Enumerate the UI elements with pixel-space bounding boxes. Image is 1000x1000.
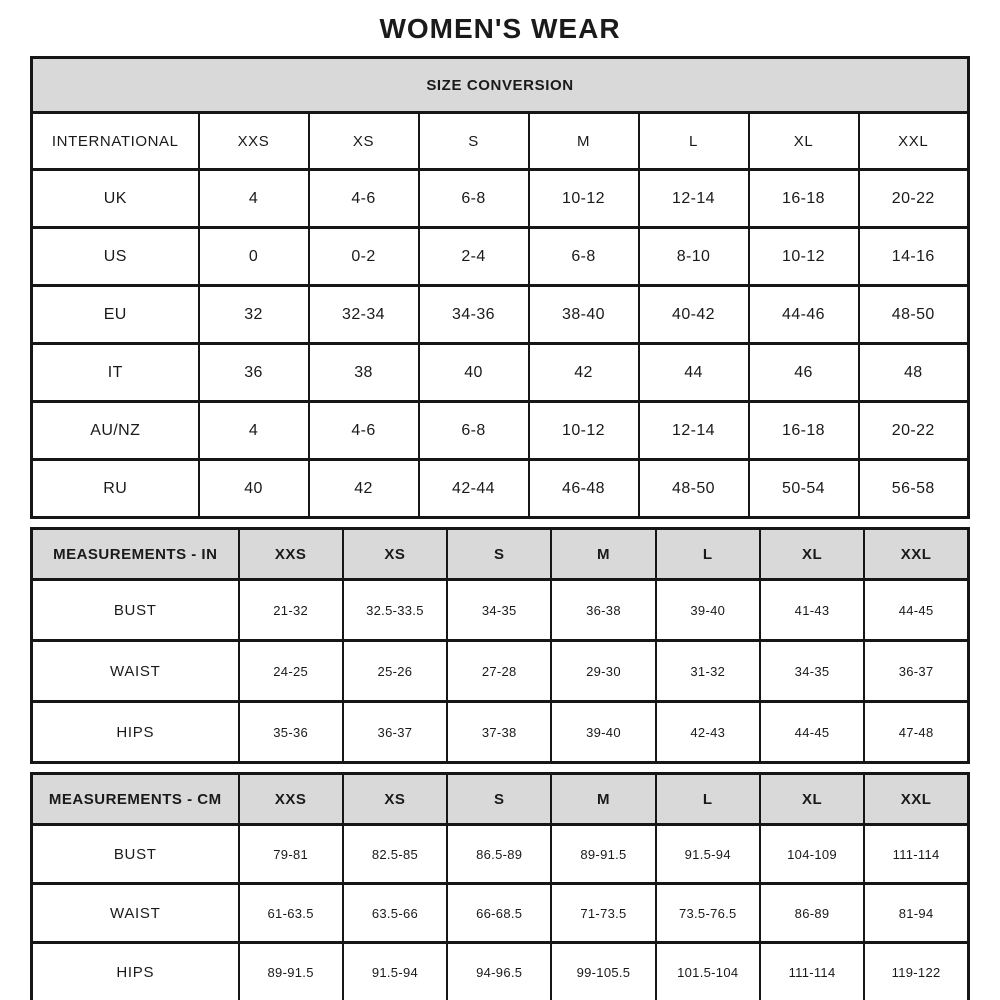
size-value: 4-6 <box>309 402 419 460</box>
measurement-value: 89-91.5 <box>239 943 343 1000</box>
size-value: 6-8 <box>529 228 639 286</box>
measurement-value: 66-68.5 <box>447 884 551 943</box>
table-gap <box>0 519 1000 527</box>
measurement-value: 86-89 <box>760 884 864 943</box>
size-value: 42-44 <box>419 460 529 518</box>
measurement-value: 35-36 <box>239 702 343 763</box>
row-header-international: INTERNATIONAL <box>32 113 199 170</box>
measurement-value: 29-30 <box>551 641 655 702</box>
measurement-value: 91.5-94 <box>343 943 447 1000</box>
measurements-in-title: MEASUREMENTS - IN <box>32 529 239 580</box>
size-value: 0-2 <box>309 228 419 286</box>
size-value: 10-12 <box>749 228 859 286</box>
table-row <box>32 402 969 460</box>
measurement-value: 39-40 <box>551 702 655 763</box>
size-value: 44-46 <box>749 286 859 344</box>
table-row <box>32 943 969 1000</box>
measurement-value: 86.5-89 <box>447 825 551 884</box>
measurement-value: 25-26 <box>343 641 447 702</box>
size-value: 40-42 <box>639 286 749 344</box>
measurement-value: 79-81 <box>239 825 343 884</box>
row-label: HIPS <box>32 702 239 763</box>
measurements-in-table <box>30 527 970 764</box>
column-header-s: S <box>419 113 529 170</box>
measurement-value: 47-48 <box>864 702 968 763</box>
column-header-xs: XS <box>343 774 447 825</box>
size-value: 42 <box>529 344 639 402</box>
table-row <box>32 641 969 702</box>
measurement-value: 24-25 <box>239 641 343 702</box>
size-value: 0 <box>199 228 309 286</box>
size-value: 38-40 <box>529 286 639 344</box>
size-value: 40 <box>419 344 529 402</box>
size-value: 20-22 <box>859 170 969 228</box>
measurement-value: 81-94 <box>864 884 968 943</box>
measurement-value: 34-35 <box>447 580 551 641</box>
measurement-value: 99-105.5 <box>551 943 655 1000</box>
measurements-cm-title: MEASUREMENTS - CM <box>32 774 239 825</box>
measurement-value: 44-45 <box>864 580 968 641</box>
column-header-xl: XL <box>760 774 864 825</box>
measurement-value: 41-43 <box>760 580 864 641</box>
measurement-value: 119-122 <box>864 943 968 1000</box>
measurement-value: 36-38 <box>551 580 655 641</box>
column-header-l: L <box>656 774 760 825</box>
row-label: HIPS <box>32 943 239 1000</box>
measurement-value: 34-35 <box>760 641 864 702</box>
size-conversion-title: SIZE CONVERSION <box>32 58 969 113</box>
measurement-value: 91.5-94 <box>656 825 760 884</box>
measurement-value: 71-73.5 <box>551 884 655 943</box>
size-value: 12-14 <box>639 170 749 228</box>
column-header-l: L <box>656 529 760 580</box>
measurements-in-header-row <box>32 529 969 580</box>
column-header-xs: XS <box>343 529 447 580</box>
row-label: EU <box>32 286 199 344</box>
table-row <box>32 825 969 884</box>
table-row <box>32 286 969 344</box>
table-row <box>32 228 969 286</box>
size-value: 48 <box>859 344 969 402</box>
size-value: 10-12 <box>529 170 639 228</box>
column-header-m: M <box>529 113 639 170</box>
size-value: 4 <box>199 170 309 228</box>
size-conversion-table <box>30 56 970 519</box>
column-header-xxs: XXS <box>199 113 309 170</box>
size-value: 12-14 <box>639 402 749 460</box>
size-value: 44 <box>639 344 749 402</box>
table-row <box>32 170 969 228</box>
column-header-s: S <box>447 529 551 580</box>
size-value: 6-8 <box>419 402 529 460</box>
size-value: 56-58 <box>859 460 969 518</box>
table-row <box>32 702 969 763</box>
size-value: 38 <box>309 344 419 402</box>
size-conversion-columns-row <box>32 113 969 170</box>
measurement-value: 82.5-85 <box>343 825 447 884</box>
row-label: RU <box>32 460 199 518</box>
table-row <box>32 580 969 641</box>
column-header-xl: XL <box>749 113 859 170</box>
column-header-xxl: XXL <box>859 113 969 170</box>
size-value: 20-22 <box>859 402 969 460</box>
measurement-value: 39-40 <box>656 580 760 641</box>
measurement-value: 32.5-33.5 <box>343 580 447 641</box>
measurement-value: 111-114 <box>760 943 864 1000</box>
table-row <box>32 344 969 402</box>
measurement-value: 104-109 <box>760 825 864 884</box>
column-header-m: M <box>551 529 655 580</box>
measurement-value: 36-37 <box>864 641 968 702</box>
size-value: 50-54 <box>749 460 859 518</box>
row-label: WAIST <box>32 884 239 943</box>
size-value: 42 <box>309 460 419 518</box>
size-value: 46 <box>749 344 859 402</box>
row-label: BUST <box>32 580 239 641</box>
measurement-value: 36-37 <box>343 702 447 763</box>
row-label: IT <box>32 344 199 402</box>
row-label: UK <box>32 170 199 228</box>
size-value: 16-18 <box>749 170 859 228</box>
measurement-value: 73.5-76.5 <box>656 884 760 943</box>
row-label: AU/NZ <box>32 402 199 460</box>
size-value: 6-8 <box>419 170 529 228</box>
column-header-xl: XL <box>760 529 864 580</box>
measurement-value: 63.5-66 <box>343 884 447 943</box>
measurement-value: 89-91.5 <box>551 825 655 884</box>
size-value: 32-34 <box>309 286 419 344</box>
measurement-value: 27-28 <box>447 641 551 702</box>
size-value: 40 <box>199 460 309 518</box>
size-value: 48-50 <box>859 286 969 344</box>
measurement-value: 94-96.5 <box>447 943 551 1000</box>
size-value: 36 <box>199 344 309 402</box>
size-value: 4 <box>199 402 309 460</box>
measurement-value: 37-38 <box>447 702 551 763</box>
row-label: WAIST <box>32 641 239 702</box>
measurements-cm-table <box>30 772 970 1000</box>
size-value: 16-18 <box>749 402 859 460</box>
row-label: BUST <box>32 825 239 884</box>
size-value: 10-12 <box>529 402 639 460</box>
measurement-value: 111-114 <box>864 825 968 884</box>
size-value: 48-50 <box>639 460 749 518</box>
column-header-xs: XS <box>309 113 419 170</box>
measurement-value: 42-43 <box>656 702 760 763</box>
table-gap <box>0 764 1000 772</box>
column-header-xxs: XXS <box>239 774 343 825</box>
column-header-xxl: XXL <box>864 529 968 580</box>
page-title: WOMEN'S WEAR <box>379 13 621 44</box>
size-value: 46-48 <box>529 460 639 518</box>
size-value: 14-16 <box>859 228 969 286</box>
column-header-s: S <box>447 774 551 825</box>
row-label: US <box>32 228 199 286</box>
column-header-xxs: XXS <box>239 529 343 580</box>
measurement-value: 101.5-104 <box>656 943 760 1000</box>
measurement-value: 61-63.5 <box>239 884 343 943</box>
size-conversion-banner-row <box>32 58 969 113</box>
size-value: 4-6 <box>309 170 419 228</box>
measurements-cm-header-row <box>32 774 969 825</box>
size-value: 34-36 <box>419 286 529 344</box>
measurement-value: 31-32 <box>656 641 760 702</box>
size-value: 8-10 <box>639 228 749 286</box>
column-header-xxl: XXL <box>864 774 968 825</box>
table-row <box>32 460 969 518</box>
column-header-l: L <box>639 113 749 170</box>
measurement-value: 21-32 <box>239 580 343 641</box>
size-value: 32 <box>199 286 309 344</box>
column-header-m: M <box>551 774 655 825</box>
table-row <box>32 884 969 943</box>
measurement-value: 44-45 <box>760 702 864 763</box>
size-value: 2-4 <box>419 228 529 286</box>
